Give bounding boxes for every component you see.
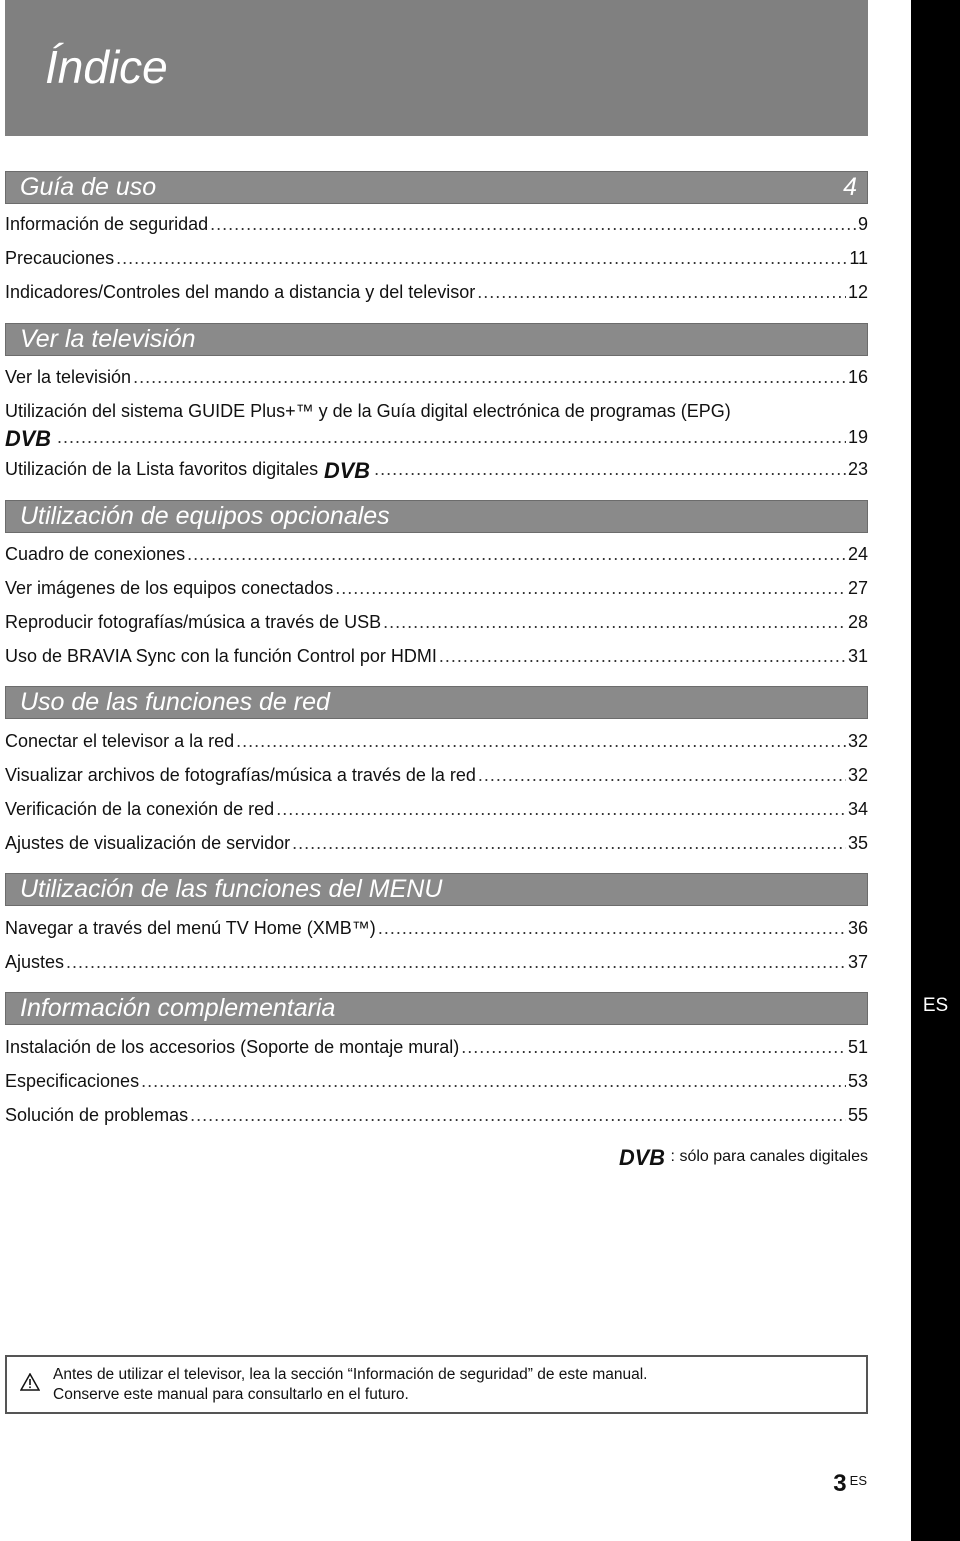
dvb-legend <box>619 1146 868 1168</box>
toc-entry-page: 51 <box>847 1037 868 1057</box>
toc-entry-page: 16 <box>847 367 868 387</box>
toc-entry-page: 12 <box>847 282 868 302</box>
toc-entry-text: Precauciones <box>5 248 115 268</box>
leader-dots <box>478 762 846 788</box>
toc-entry-text: Verificación de la conexión de red <box>5 799 275 819</box>
toc-entry[interactable] <box>5 1102 868 1128</box>
toc-entry-text: Reproducir fotografías/música a través de USB <box>5 612 382 632</box>
toc-entry-text: Información de seguridad <box>5 214 209 234</box>
toc-entry[interactable] <box>5 728 868 754</box>
toc-entry-text: Solución de problemas <box>5 1105 189 1125</box>
leader-dots <box>378 915 846 941</box>
leader-dots <box>66 949 846 975</box>
dvb-logo-icon <box>324 456 372 482</box>
leader-dots <box>276 796 846 822</box>
toc-entry-text: Uso de BRAVIA Sync con la función Control por HDMI <box>5 646 437 666</box>
legend-text: : sólo para canales digitales <box>670 1148 868 1165</box>
toc-entry[interactable] <box>5 643 868 669</box>
language-tab: ES <box>911 990 960 1022</box>
leader-dots <box>439 643 846 669</box>
leader-dots <box>335 575 846 601</box>
leader-dots <box>187 541 846 567</box>
toc-entry[interactable] <box>5 364 868 390</box>
toc-entry-text: Ajustes <box>5 952 65 972</box>
leader-dots <box>292 830 846 856</box>
svg-text:DVB: DVB <box>324 459 371 482</box>
toc-entry-page: 34 <box>847 799 868 819</box>
toc-entry[interactable] <box>5 211 868 237</box>
section-heading-page: 4 <box>843 173 857 201</box>
section-heading-label: Utilización de equipos opcionales <box>20 502 390 530</box>
leader-dots <box>141 1068 846 1094</box>
toc-entry-text: Navegar a través del menú TV Home (XMB™) <box>5 918 376 938</box>
toc-entry-page: 28 <box>847 612 868 632</box>
toc-entry-text: Instalación de los accesorios (Soporte de montaje mural) <box>5 1037 460 1057</box>
toc-entry-text: Especificaciones <box>5 1071 140 1091</box>
section-heading-label: Utilización de las funciones del MENU <box>20 875 443 903</box>
section-heading-label: Uso de las funciones de red <box>20 688 330 716</box>
leader-dots <box>461 1034 846 1060</box>
toc-entry-page: 35 <box>847 833 868 853</box>
toc-entry-text: Visualizar archivos de fotografías/música a través de la red <box>5 765 476 785</box>
page-number <box>833 1470 867 1498</box>
toc-entry-page: 27 <box>847 578 868 598</box>
toc-entry[interactable] <box>5 796 868 822</box>
page-number-value: 3 <box>833 1470 847 1497</box>
toc-entry[interactable] <box>5 762 868 788</box>
toc-entry-text: Ver imágenes de los equipos conectados <box>5 578 334 598</box>
toc-entry-text: Ajustes de visualización de servidor <box>5 833 291 853</box>
leader-dots <box>116 245 847 271</box>
leader-dots <box>57 424 846 450</box>
toc-entry-page: 24 <box>847 544 868 564</box>
toc-entry-page: 11 <box>849 248 868 268</box>
toc-entry-page: 9 <box>857 214 868 234</box>
notice-line-2: Conserve este manual para consultarlo en el futuro. <box>53 1386 409 1403</box>
toc-entry[interactable] <box>5 456 868 482</box>
section-heading-equipos-opcionales <box>5 500 868 533</box>
toc-entry[interactable] <box>5 279 868 305</box>
toc-entry-page: 31 <box>847 646 868 666</box>
section-heading-guia-de-uso <box>5 171 868 204</box>
toc-entry-page: 23 <box>847 459 868 479</box>
toc-entry[interactable] <box>5 915 868 941</box>
safety-notice <box>5 1355 868 1414</box>
toc-entry[interactable] <box>5 541 868 567</box>
section-heading-label: Guía de uso <box>20 173 157 201</box>
toc-entry[interactable] <box>5 1034 868 1060</box>
dvb-logo-icon <box>5 424 52 450</box>
toc-entry-page: 53 <box>847 1071 868 1091</box>
toc-entry-page: 32 <box>847 731 868 751</box>
leader-dots <box>210 211 856 237</box>
section-heading-informacion-complementaria <box>5 992 868 1025</box>
section-heading-ver-la-television <box>5 323 868 356</box>
leader-dots <box>236 728 846 754</box>
toc-entry-text: Conectar el televisor a la red <box>5 731 235 751</box>
toc-entry-page: 37 <box>847 952 868 972</box>
toc-entry-page: 32 <box>847 765 868 785</box>
leader-dots <box>374 456 846 482</box>
side-bar <box>911 0 960 1541</box>
leader-dots <box>133 364 846 390</box>
toc-entry-text[interactable]: Utilización del sistema GUIDE Plus+™ y de la Guía digital electrónica de programas (EPG) <box>5 401 731 421</box>
toc-entry[interactable] <box>5 949 868 975</box>
svg-text:DVB: DVB <box>5 427 52 450</box>
section-heading-funciones-del-menu <box>5 873 868 906</box>
toc-entry[interactable] <box>5 609 868 635</box>
toc-entry-text: Indicadores/Controles del mando a distancia y del televisor <box>5 282 476 302</box>
warning-triangle-icon <box>20 1373 40 1391</box>
toc-entry-text: Utilización de la Lista favoritos digitales <box>5 459 319 479</box>
section-heading-label: Ver la televisión <box>20 325 196 353</box>
section-heading-label: Información complementaria <box>20 994 336 1022</box>
leader-dots <box>477 279 846 305</box>
leader-dots <box>190 1102 846 1128</box>
page-title: Índice <box>45 41 168 93</box>
toc-entry[interactable] <box>5 830 868 856</box>
notice-line-1: Antes de utilizar el televisor, lea la sección “Información de seguridad” de este manual. <box>53 1366 648 1383</box>
page-number-suffix: ES <box>849 1473 867 1488</box>
toc-entry[interactable] <box>5 1068 868 1094</box>
toc-entry[interactable] <box>5 245 868 271</box>
toc-entry-continued[interactable] <box>5 424 868 450</box>
svg-text:DVB: DVB <box>618 1146 665 1168</box>
section-heading-funciones-de-red <box>5 686 868 719</box>
toc-entry-page: 55 <box>847 1105 868 1125</box>
toc-entry[interactable] <box>5 575 868 601</box>
dvb-logo-icon <box>619 1146 667 1168</box>
toc-entry-page: 19 <box>847 427 868 447</box>
toc-entry-text: Cuadro de conexiones <box>5 544 186 564</box>
leader-dots <box>383 609 846 635</box>
toc-entry-text: Ver la televisión <box>5 367 132 387</box>
toc-entry-page: 36 <box>847 918 868 938</box>
